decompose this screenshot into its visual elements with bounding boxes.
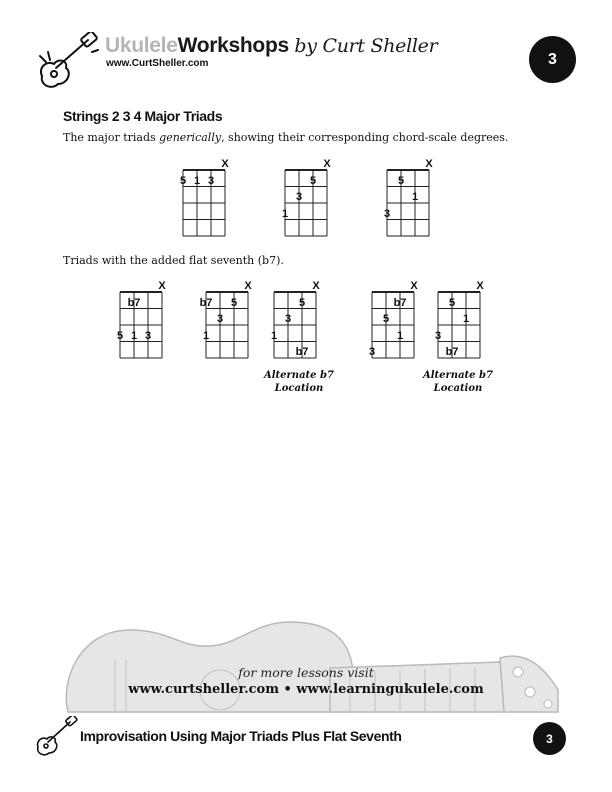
fret-note: 5 (230, 297, 238, 309)
ukulele-logo-icon (36, 32, 102, 92)
muted-string-marker: X (221, 158, 229, 170)
fret-note: 3 (144, 330, 152, 342)
b7-diagram-1 (110, 278, 172, 363)
fret-note: 3 (284, 313, 292, 325)
muted-string-marker: X (312, 280, 320, 292)
fret-note: b7 (393, 297, 407, 309)
muted-string-marker: X (425, 158, 433, 170)
fret-note: 5 (179, 175, 187, 187)
muted-string-marker: X (323, 158, 331, 170)
fret-note: 1 (281, 208, 289, 220)
muted-string-marker: X (410, 280, 418, 292)
fret-note: 3 (207, 175, 215, 187)
fret-note: 5 (397, 175, 405, 187)
fret-note: 3 (383, 208, 391, 220)
fret-note: b7 (199, 297, 213, 309)
alternate-b7-caption-2: Alternate b7 Location (423, 370, 493, 394)
fret-note: 1 (396, 330, 404, 342)
fret-note: 5 (382, 313, 390, 325)
fret-note: 1 (411, 191, 419, 203)
fret-note: b7 (445, 346, 459, 358)
triad-diagram-2 (275, 155, 335, 240)
fret-note: 5 (309, 175, 317, 187)
fret-note: 5 (298, 297, 306, 309)
alternate-b7-caption-1: Alternate b7 Location (264, 370, 334, 394)
fret-note: 1 (130, 330, 138, 342)
fret-note: 5 (448, 297, 456, 309)
triad-diagram-1 (173, 155, 233, 240)
fret-note: 1 (193, 175, 201, 187)
b7-diagram-2 (196, 278, 258, 363)
fret-note: 3 (434, 330, 442, 342)
b7-diagram-4 (362, 278, 424, 363)
footer-page-number-badge: 3 (533, 722, 566, 755)
section-description-b7: Triads with the added flat seventh (b7). (63, 254, 284, 267)
fret-note: 1 (270, 330, 278, 342)
fret-note: 3 (216, 313, 224, 325)
muted-string-marker: X (244, 280, 252, 292)
b7-diagram-3 (264, 278, 326, 363)
fret-note: 3 (295, 191, 303, 203)
fret-note: 5 (116, 330, 124, 342)
fret-note: 1 (202, 330, 210, 342)
footer-title: Improvisation Using Major Triads Plus Flat Seventh (80, 728, 402, 744)
page-number-badge: 3 (529, 36, 576, 83)
brand-title: UkuleleWorkshops by Curt Sheller (105, 34, 438, 57)
b7-diagram-5 (428, 278, 490, 363)
footer-links[interactable]: www.curtsheller.com • www.learningukulele.com (128, 682, 484, 697)
fret-note: 3 (368, 346, 376, 358)
website-link[interactable]: www.CurtSheller.com (106, 58, 209, 69)
ukulele-footer-icon (34, 716, 78, 758)
fret-note: b7 (295, 346, 309, 358)
muted-string-marker: X (476, 280, 484, 292)
fret-note: 1 (462, 313, 470, 325)
fret-note: b7 (127, 297, 141, 309)
muted-string-marker: X (158, 280, 166, 292)
section-title: Strings 2 3 4 Major Triads (63, 108, 223, 124)
footer-visit-text: for more lessons visit (238, 665, 374, 680)
triad-diagram-3 (377, 155, 437, 240)
section-description: The major triads generically, showing their corresponding chord-scale degrees. (63, 131, 509, 144)
ukulele-background-illustration (60, 600, 560, 716)
